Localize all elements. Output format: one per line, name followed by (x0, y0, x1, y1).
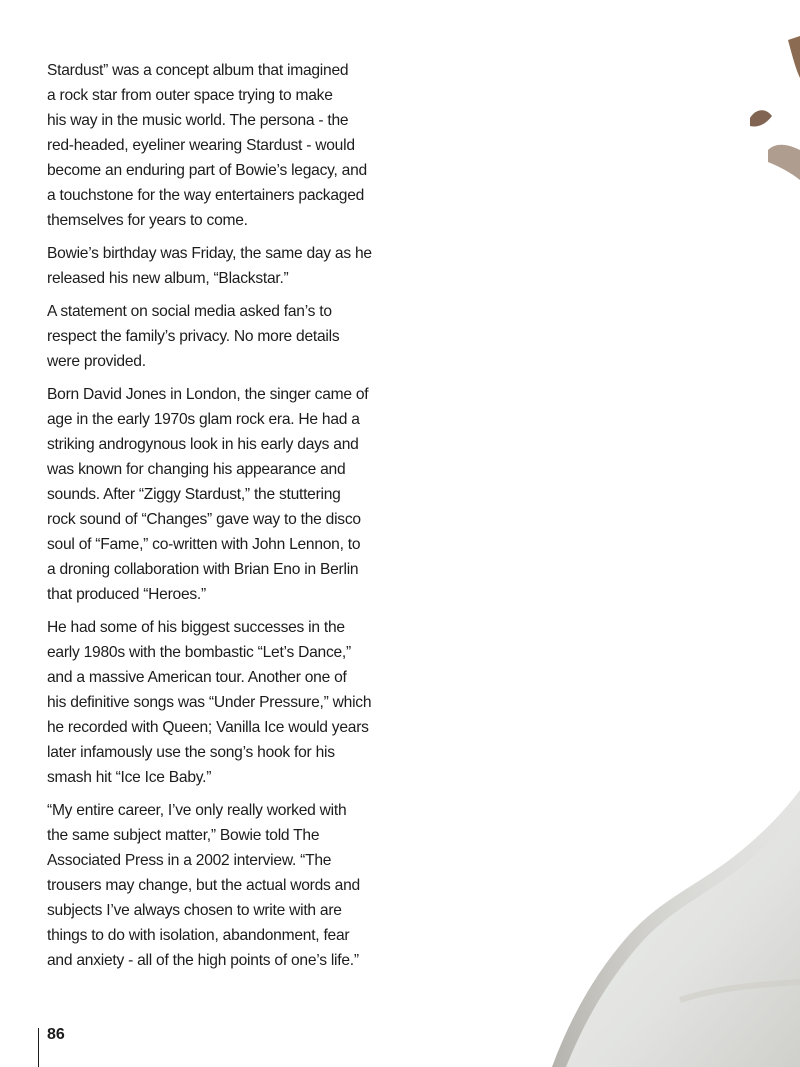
hair-shape (788, 36, 800, 78)
page-number: 86 (47, 1026, 65, 1043)
page-number-divider (38, 1028, 39, 1067)
article-paragraph: Born David Jones in London, the singer came of age in the early 1970s glam rock era. He had a striking androgynous look in his early days and was known for changing his appearance and sounds. After “Ziggy Stardust,” the stuttering rock sound of “Changes” gave way to the disco soul of “Fame,” co-written with John Lennon, to a droning collaboration with Brian Eno in Berlin that produced “Heroes.” (47, 386, 369, 603)
shoulder-shape (552, 790, 800, 1067)
shoulder-shadow (552, 790, 800, 1067)
article-paragraph: “My entire career, I’ve only really worked with the same subject matter,” Bowie told The Associated Press in a 2002 interview. “The trousers may change, but the actual words and subjects I’ve always chosen to write with are things to do with isolation, abandonment, fear and anxiety - all of the high points of one’s life.” (47, 802, 360, 969)
portrait-photo (500, 0, 800, 1067)
article-paragraph: He had some of his biggest successes in the early 1980s with the bombastic “Let’s Dance,” and a massive American tour. Another one of his definitive songs was “Under Pressure,” which he recorded with Queen; Vanilla Ice would years later infamously use the song’s hook for his smash hit “Ice Ice Baby.” (47, 619, 372, 786)
article-paragraph: A statement on social media asked fan’s to respect the family’s privacy. No more details were provided. (47, 303, 340, 370)
article-paragraph: Bowie’s birthday was Friday, the same day as he released his new album, “Blackstar.” (47, 245, 372, 287)
article-body (47, 58, 379, 981)
hair-shape (750, 110, 772, 126)
collarbone-shape (680, 982, 800, 1000)
hair-shape (768, 145, 800, 180)
article-paragraph: Stardust” was a concept album that imagined a rock star from outer space trying to make his way in the music world. The persona - the red-headed, eyeliner wearing Stardust - would become an enduring part of Bowie’s legacy, and a touchstone for the way entertainers packaged themselves for years to come. (47, 62, 367, 229)
